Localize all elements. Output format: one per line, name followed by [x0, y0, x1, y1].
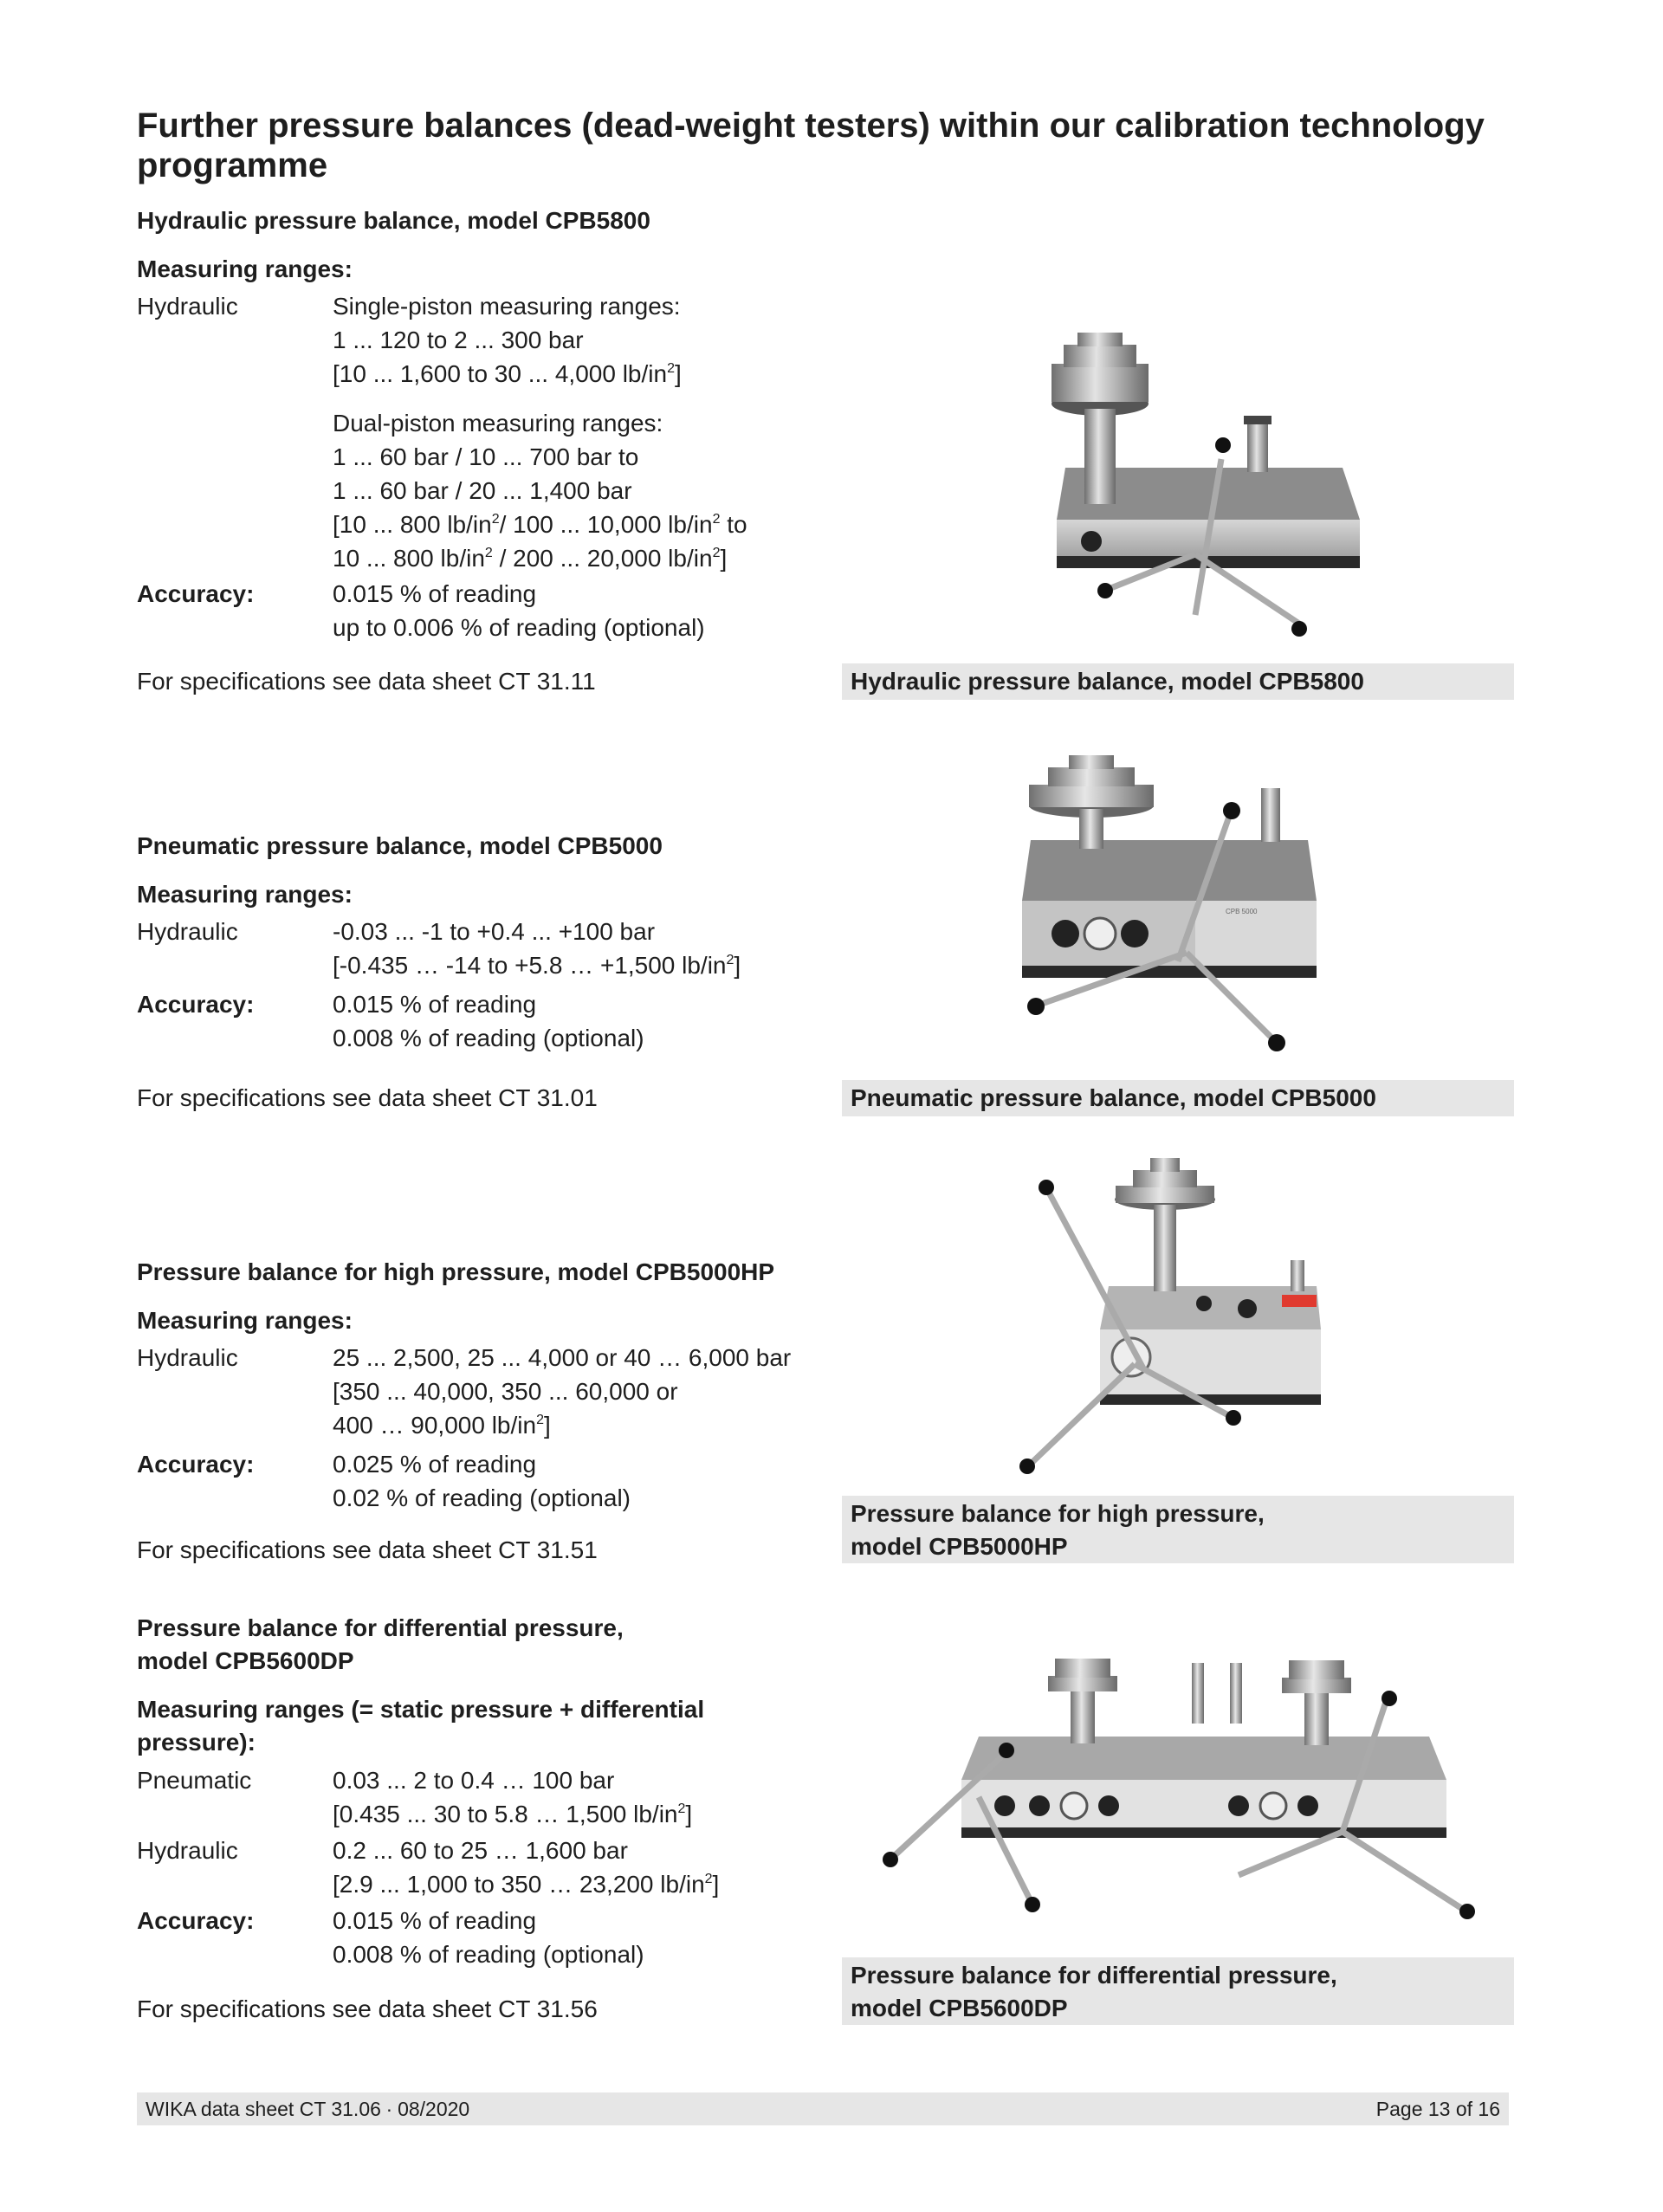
spec-reference: For specifications see data sheet CT 31.11	[137, 668, 596, 695]
range-value: 1 ... 60 bar / 20 ... 1,400 bar	[333, 477, 632, 504]
range-value: [-0.435 … -14 to +5.8 … +1,500 $lb/in^2$]	[333, 952, 741, 979]
accuracy-value: 0.015 % of reading	[333, 1907, 537, 1934]
accuracy-label: Accuracy:	[137, 1907, 255, 1934]
accuracy-value: up to 0.006 % of reading (optional)	[333, 614, 705, 641]
figure-caption	[842, 1496, 1514, 1563]
footer-datasheet-ref: WIKA data sheet CT 31.06 ∙ 08/2020	[146, 2098, 470, 2120]
dual-piston-label: Dual-piston measuring ranges:	[333, 410, 663, 437]
accuracy-value: 0.025 % of reading	[333, 1451, 537, 1478]
measuring-ranges-label-line2: pressure):	[137, 1729, 256, 1756]
accuracy-value: 0.015 % of reading	[333, 991, 537, 1018]
medium-label: Hydraulic	[137, 1837, 238, 1864]
medium-label: Pneumatic	[137, 1767, 252, 1794]
section-heading-cpb5000hp: Pressure balance for high pressure, model CPB5000HP	[137, 1258, 775, 1285]
caption-line: Pressure balance for differential pressure,	[851, 1962, 1337, 1989]
medium-label: Hydraulic	[137, 918, 238, 945]
page-title: Further pressure balances (dead-weight testers) within our calibration technology programme	[137, 107, 1485, 184]
spec-reference: For specifications see data sheet CT 31.51	[137, 1536, 598, 1563]
accuracy-value: 0.02 % of reading (optional)	[333, 1484, 631, 1511]
measuring-ranges-label: Measuring ranges:	[137, 881, 353, 908]
measuring-ranges-label: Measuring ranges (= static pressure + differential	[137, 1696, 705, 1723]
cpb5600dp-product-image	[875, 1650, 1481, 1953]
measuring-ranges-label: Measuring ranges:	[137, 1307, 353, 1334]
range-value: 0.2 ... 60 to 25 … 1,600 bar	[333, 1837, 628, 1864]
range-value: [2.9 ... 1,000 to 350 … 23,200 $lb/in^2$]	[333, 1871, 720, 1898]
section-heading-cpb5000: Pneumatic pressure balance, model CPB5000	[137, 832, 663, 859]
range-value: 1 ... 60 bar / 10 ... 700 bar to	[333, 443, 639, 470]
caption-line: model CPB5600DP	[851, 1995, 1068, 2021]
caption-line: Pressure balance for high pressure,	[851, 1500, 1265, 1527]
medium-label: Hydraulic	[137, 1344, 238, 1371]
medium-label: Hydraulic	[137, 293, 238, 320]
range-value: [10 ... 1,600 to 30 ... 4,000 $lb/in^2$]	[333, 360, 682, 387]
section-heading-cpb5600dp-line2: model CPB5600DP	[137, 1647, 354, 1674]
range-value: 25 ... 2,500, 25 ... 4,000 or 40 … 6,000 bar	[333, 1344, 792, 1371]
accuracy-value: 0.008 % of reading (optional)	[333, 1941, 644, 1968]
range-value: 1 ... 120 to 2 ... 300 bar	[333, 327, 584, 353]
section-heading-cpb5800: Hydraulic pressure balance, model CPB5800	[137, 207, 650, 234]
range-value: [350 ... 40,000, 350 ... 60,000 or	[333, 1378, 678, 1405]
range-value: 10 ... 800 $lb/in^2 / 200$ ... 20,000 $lb/in^2$]	[333, 545, 728, 572]
range-value: [0.435 ... 30 to 5.8 … 1,500 $lb/in^2$]	[333, 1801, 693, 1827]
single-piston-label: Single-piston measuring ranges:	[333, 293, 681, 320]
figure-caption	[842, 1957, 1514, 2025]
page-number: Page 13 of 16	[1375, 2098, 1500, 2120]
range-value: -0.03 ... -1 to +0.4 ... +100 bar	[333, 918, 656, 945]
range-value: 0.03 ... 2 to 0.4 … 100 bar	[333, 1767, 615, 1794]
figure-caption: Hydraulic pressure balance, model CPB5800	[842, 663, 1514, 700]
accuracy-label: Accuracy:	[137, 580, 255, 607]
accuracy-value: 0.008 % of reading (optional)	[333, 1025, 644, 1051]
accuracy-value: 0.015 % of reading	[333, 580, 537, 607]
range-value: 400 … 90,000 $lb/in^2$]	[333, 1412, 551, 1439]
device-label: CPB 5000	[1226, 908, 1258, 915]
figure-caption: Pneumatic pressure balance, model CPB5000	[842, 1080, 1514, 1116]
accuracy-label: Accuracy:	[137, 991, 255, 1018]
section-heading-cpb5600dp: Pressure balance for differential pressure,	[137, 1614, 624, 1641]
caption-line: model CPB5000HP	[851, 1533, 1068, 1560]
accuracy-label: Accuracy:	[137, 1451, 255, 1478]
cpb5000hp-product-image	[1013, 1156, 1343, 1477]
measuring-ranges-label: Measuring ranges:	[137, 255, 353, 282]
spec-reference: For specifications see data sheet CT 31.56	[137, 1995, 598, 2022]
spec-reference: For specifications see data sheet CT 31.01	[137, 1084, 598, 1111]
page-footer	[137, 2092, 1509, 2125]
cpb5800-product-image	[1039, 329, 1369, 650]
range-value: [10 ... 800 $lb/in^2/$ 100 ... 10,000 $lb/in^2$ to	[333, 511, 747, 538]
cpb5000-product-image	[1013, 754, 1325, 1057]
